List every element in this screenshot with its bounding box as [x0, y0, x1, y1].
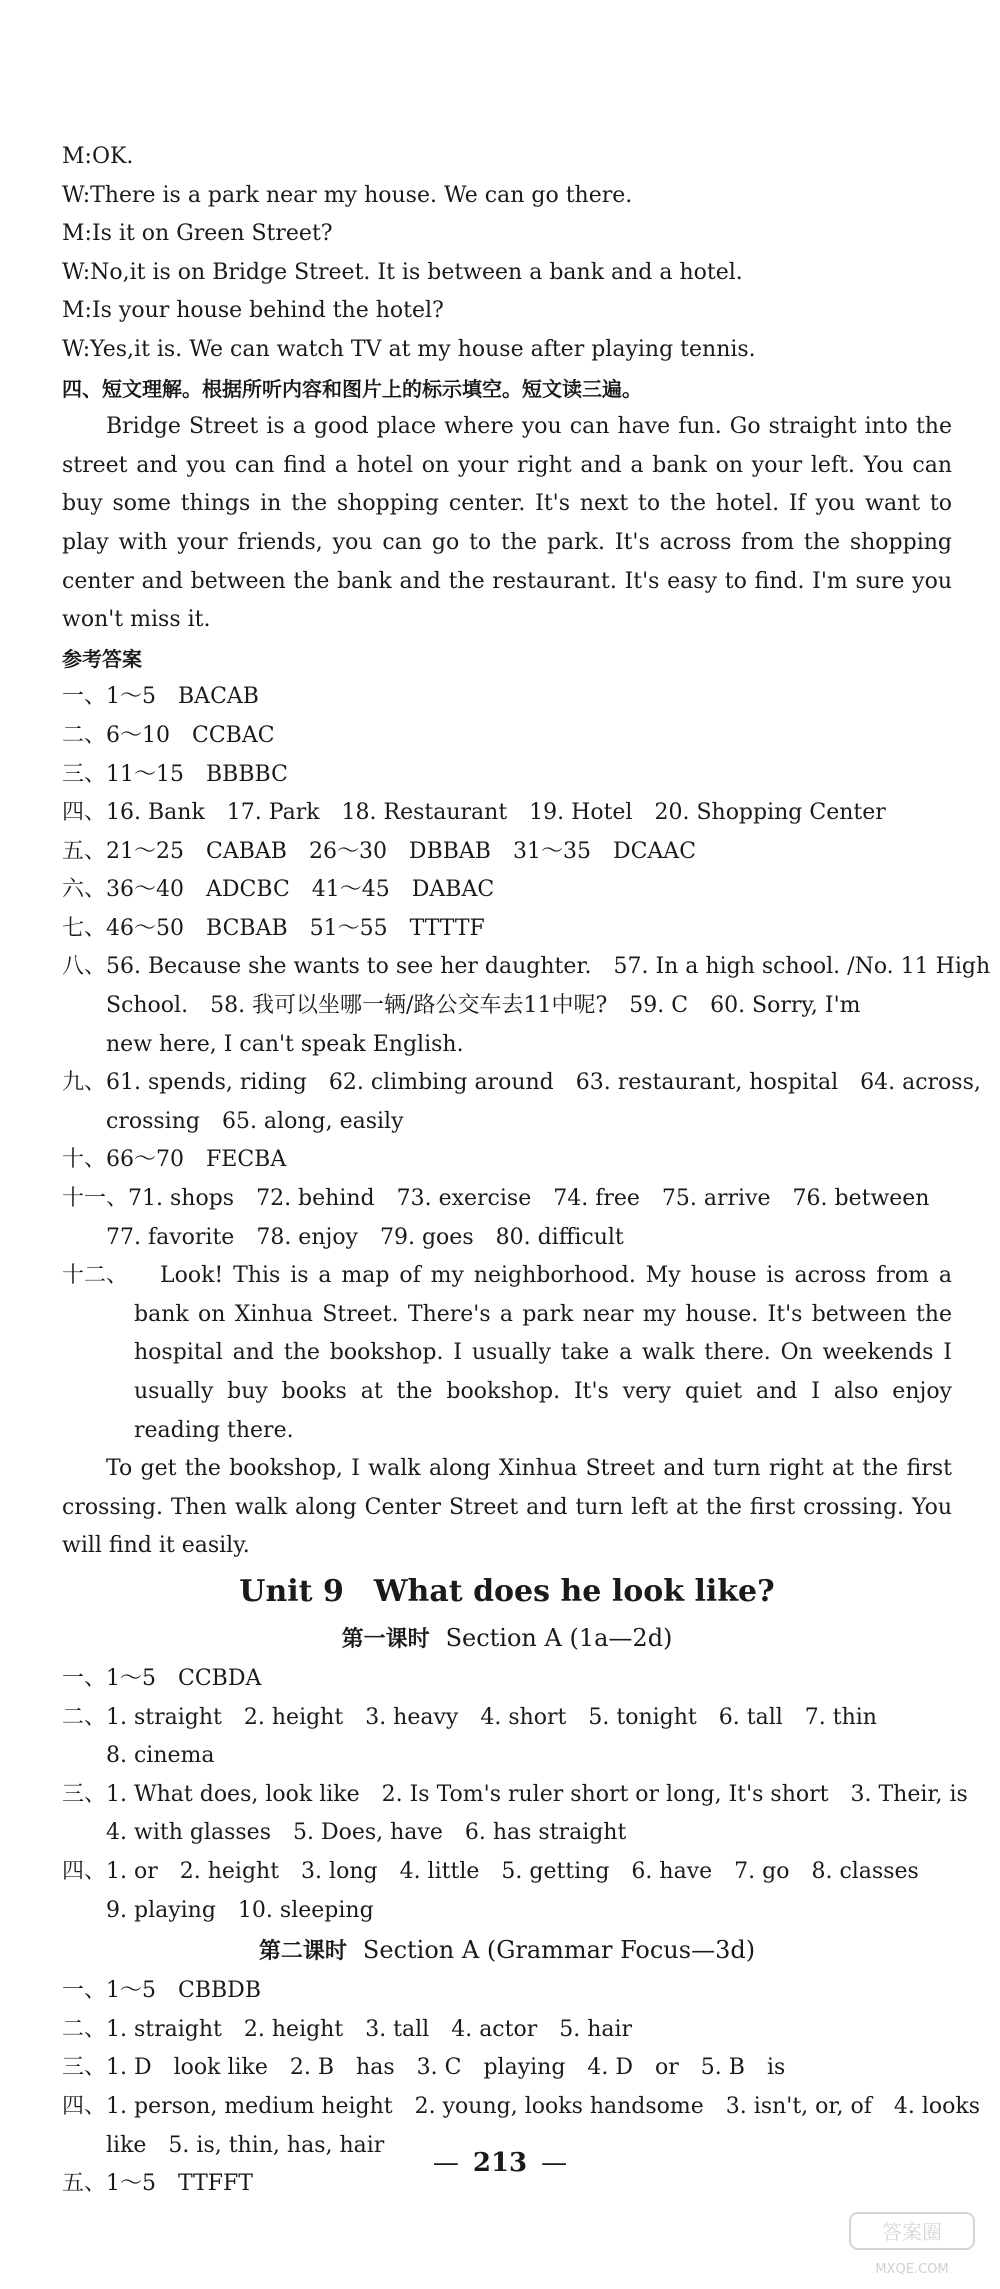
answer-text: 61. spends, riding 62. climbing around 63. restaurant, hospital 64. across, — [106, 1070, 981, 1096]
page-number-dash: — — [432, 2148, 459, 2178]
dialogue-line: M:OK. — [62, 144, 134, 169]
answer-item — [62, 871, 952, 910]
listening-passage: Bridge Street is a good place where you can have fun. Go straight into the street and you can find a hotel on your right and a bank on your left. You can buy some things in the shopping center. It's next to the hotel. If you want to play with your friends, you can go to the park. It's across from the shopping center and between the bank and the restaurant. It's easy to find. I'm sure you won't miss it. — [62, 414, 952, 633]
answer-text: 21～25 CABAB 26～30 DBBAB 31～35 DCAAC — [106, 838, 697, 864]
answer-line — [62, 948, 991, 987]
answer-item-11 — [62, 1180, 952, 1257]
answer-label: 七、 — [62, 915, 107, 941]
answer-text: 71. shops 72. behind 73. exercise 74. free 75. arrive 76. between — [128, 1186, 930, 1212]
answer-text: 46～50 BCBAB 51～55 TTTTF — [106, 915, 485, 941]
essay-paragraph: Look! This is a map of my neighborhood. My house is across from a bank on Xinhua Street. There's a park near my house. It's between the hospital and the bookshop. I usually take a walk there. On weekends I usually buy books at the bookshop. It's very quiet and I also enjoy reading there. — [134, 1263, 952, 1443]
dialogue-line: M:Is your house behind the hotel? — [62, 298, 444, 324]
answer-item — [62, 1853, 952, 1892]
answer-item — [62, 756, 952, 795]
answer-item — [62, 1699, 952, 1738]
answer-line: School. 58. 我可以坐哪一辆/路公交车去11中呢? 59. C 60. Sorry, I'm — [106, 993, 861, 1019]
answer-line: new here, I can't speak English. — [106, 1031, 464, 1057]
answer-label: 十二、 — [62, 1263, 129, 1289]
answer-label: 十一、 — [62, 1186, 129, 1212]
answer-label: 三、 — [62, 2055, 107, 2081]
answer-text: 1. or 2. height 3. long 4. little 5. getting 6. have 7. go 8. classes — [106, 1858, 919, 1884]
answer-item — [62, 2011, 952, 2050]
answers-heading: 参考答案 — [62, 646, 142, 671]
answer-item — [62, 833, 952, 872]
answer-item — [62, 1972, 952, 2011]
answer-label: 五、 — [62, 838, 107, 864]
answer-text: 1. person, medium height 2. young, looks handsome 3. isn't, or, of 4. looks — [106, 2093, 981, 2119]
answer-label: 四、 — [62, 800, 107, 826]
dialogue-line: W:Yes,it is. We can watch TV at my house after playing tennis. — [62, 336, 756, 362]
answer-item — [62, 910, 952, 949]
answer-label: 九、 — [62, 1070, 107, 1096]
page-number-dash: — — [541, 2148, 568, 2178]
answer-item — [62, 2049, 952, 2088]
dialogue-line: W:There is a park near my house. We can go there. — [62, 182, 633, 208]
answer-label: 二、 — [62, 1704, 107, 1730]
answer-label: 三、 — [62, 761, 107, 787]
answer-label: 二、 — [62, 722, 107, 748]
answer-item — [62, 1660, 952, 1699]
answer-item — [62, 678, 952, 717]
svg-text:答案圈: 答案圈 — [882, 2220, 942, 2244]
answer-item-12 — [62, 1257, 952, 1566]
lesson1-answers — [62, 1660, 968, 1930]
page-number-value: 213 — [472, 2148, 528, 2178]
answer-label: 一、 — [62, 1978, 107, 2004]
lesson-title-en: Section A (1a—2d) — [445, 1623, 673, 1652]
answer-item — [62, 717, 952, 756]
answer-item — [62, 1776, 968, 1815]
answer-line: 8. cinema — [106, 1743, 215, 1769]
answer-label: 八、 — [62, 954, 107, 980]
answer-item-10 — [62, 1141, 952, 1180]
essay-row — [62, 1257, 952, 1450]
answer-text: 1～5 CCBDA — [106, 1665, 262, 1691]
dialogue-line: M:Is it on Green Street? — [62, 221, 333, 247]
answer-line: 4. with glasses 5. Does, have 6. has straight — [106, 1820, 627, 1846]
answer-text: 1. straight 2. height 3. tall 4. actor 5. hair — [106, 2016, 633, 2042]
answer-text: 36～40 ADCBC 41～45 DABAC — [106, 877, 495, 903]
answer-label: 四、 — [62, 2093, 107, 2119]
unit-title: Unit 9 What does he look like? — [239, 1573, 775, 1609]
watermark-icon — [842, 2207, 982, 2257]
answer-line: crossing 65. along, easily — [106, 1108, 404, 1134]
answer-text: 6～10 CCBAC — [106, 722, 275, 748]
answer-item-8 — [62, 948, 991, 1064]
watermark-text: MXQE.COM — [875, 2262, 949, 2277]
answer-item — [62, 794, 952, 833]
answer-label: 二、 — [62, 2016, 107, 2042]
answer-text: 1. D look like 2. B has 3. C playing 4. D or 5. B is — [106, 2055, 786, 2081]
lesson-title — [62, 1618, 952, 1660]
lesson-title — [62, 1930, 952, 1972]
answer-text: 1. What does, look like 2. Is Tom's ruler short or long, It's short 3. Their, is — [106, 1781, 968, 1807]
answer-text: 16. Bank 17. Park 18. Restaurant 19. Hotel 20. Shopping Center — [106, 800, 886, 826]
answer-label: 四、 — [62, 1858, 107, 1884]
page-number — [0, 2148, 1000, 2178]
answer-label: 十、 — [62, 1147, 107, 1173]
essay-paragraph: To get the bookshop, I walk along Xinhua Street and turn right at the first crossing. Then walk along Center Street and turn left at the first crossing. You will find it easily. — [62, 1456, 952, 1559]
section-heading: 四、短文理解。根据所听内容和图片上的标示填空。短文读三遍。 — [62, 376, 642, 401]
answer-text: 1～5 TTFFT — [106, 2171, 253, 2197]
page-content — [62, 138, 991, 2204]
dialogue-line: W:No,it is on Bridge Street. It is between a bank and a hotel. — [62, 259, 743, 285]
lesson-title-cn: 第一课时 — [341, 1626, 430, 1652]
answer-text: 1. straight 2. height 3. heavy 4. short 5. tonight 6. tall 7. thin — [106, 1704, 877, 1730]
answer-line: 77. favorite 78. enjoy 79. goes 80. difficult — [106, 1224, 624, 1250]
answer-line: 9. playing 10. sleeping — [106, 1897, 374, 1923]
answer-line: like 5. is, thin, has, hair — [106, 2132, 385, 2158]
lesson-title-en: Section A (Grammar Focus—3d) — [362, 1936, 756, 1965]
answer-text: 56. Because she wants to see her daughter. 57. In a high school. /No. 11 High — [106, 954, 991, 980]
watermark-logo — [842, 2207, 982, 2277]
answer-label: 六、 — [62, 877, 107, 903]
answer-line — [62, 1064, 981, 1103]
answer-line — [62, 1180, 952, 1219]
answer-label: 三、 — [62, 1781, 107, 1807]
answer-text: 66～70 FECBA — [106, 1147, 287, 1173]
answer-item — [62, 2088, 981, 2127]
dialogue — [62, 138, 952, 370]
answer-list — [62, 678, 991, 1566]
lesson-title-cn: 第二课时 — [258, 1939, 347, 1965]
answer-item-9 — [62, 1064, 981, 1141]
answer-label: 五、 — [62, 2171, 107, 2197]
answer-text: 1～5 CBBDB — [106, 1978, 261, 2004]
answer-label: 一、 — [62, 684, 107, 710]
answer-text: 1～5 BACAB — [106, 684, 259, 710]
answer-text: 11～15 BBBBC — [106, 761, 288, 787]
answer-label: 一、 — [62, 1665, 107, 1691]
